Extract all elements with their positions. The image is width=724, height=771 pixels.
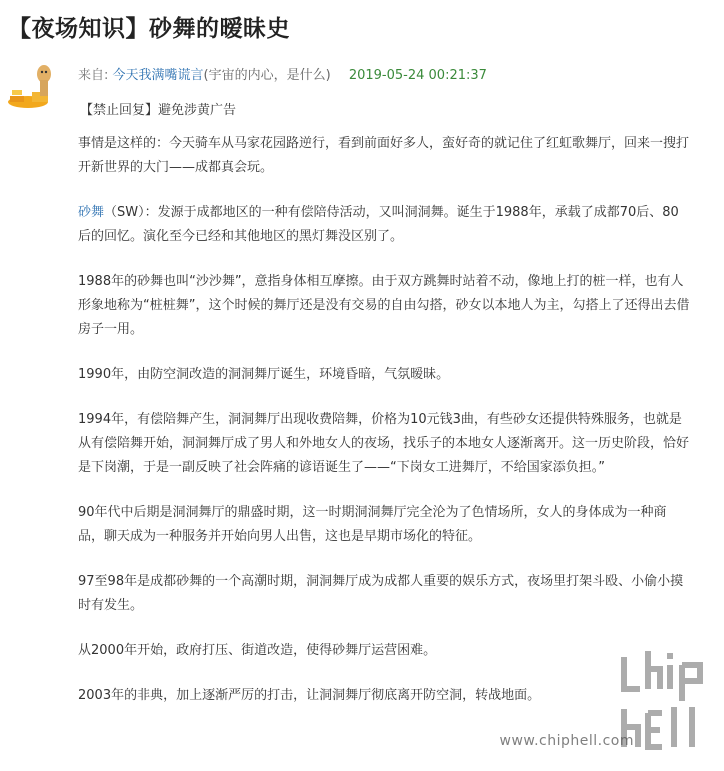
user-avatar[interactable] (6, 60, 56, 110)
paragraph: 1988年的砂舞也叫“沙沙舞”，意指身体相互摩擦。由于双方跳舞时站着不动，像地上打的桩一样，也有人形象地称为“桩桩舞”，这个时候的舞厅还是没有交易的自由勾搭，砂女以本地人为主，勾搭上了还得出去借房子一用。 (78, 274, 690, 337)
author-note: (宇宙的内心，是什么) (203, 68, 331, 83)
post-meta (78, 64, 487, 83)
paragraph: 事情是这样的：今天骑车从马家花园路逆行，看到前面好多人，蛮好奇的就记住了红虹歌舞厅，回来一搜打开新世界的大门——成都真会玩。 (78, 136, 690, 175)
paragraph-text: （SW）：发源于成都地区的一种有偿陪侍活动，又叫洞洞舞。诞生于1988年，承载了成都70后、80后的回忆。演化至今已经和其他地区的黑灯舞没区别了。 (78, 205, 679, 244)
keyword-link[interactable]: 砂舞 (78, 205, 105, 220)
post-content (78, 132, 690, 729)
author-link[interactable]: 今天我满嘴谎言 (112, 68, 204, 83)
page-title: 【夜场知识】砂舞的暧昧史 (8, 16, 290, 42)
post-datetime: 2019-05-24 00:21:37 (348, 68, 487, 83)
paragraph (78, 201, 690, 249)
from-label: 来自: (78, 68, 109, 83)
paragraph: 从2000年开始，政府打压、街道改造，使得砂舞厅运营困难。 (78, 643, 437, 658)
paragraph: 90年代中后期是洞洞舞厅的鼎盛时期，这一时期洞洞舞厅完全沦为了色情场所，女人的身体成为一种商品，聊天成为一种服务并开始向男人出售，这也是早期市场化的特征。 (78, 505, 667, 544)
watermark-url: www.chiphell.com (499, 733, 634, 749)
paragraph: 97至98年是成都砂舞的一个高潮时期，洞洞舞厅成为成都人重要的娱乐方式，夜场里打架斗殴、小偷小摸时有发生。 (78, 574, 684, 613)
paragraph: 1994年，有偿陪舞产生，洞洞舞厅出现收费陪舞，价格为10元钱3曲，有些砂女还提供特殊服务，也就是从有偿陪舞开始，洞洞舞厅成了男人和外地女人的夜场，找乐子的本地女人逐渐离开。这一历史阶段，恰好是下岗潮，于是一副反映了社会阵痛的谚语诞生了——“下岗女工进舞厅，不给国家添负担。” (78, 412, 690, 475)
paragraph: 1990年，由防空洞改造的洞洞舞厅诞生，环境昏暗，气氛暧昧。 (78, 367, 450, 382)
paragraph: 2003年的非典，加上逐渐严厉的打击，让洞洞舞厅彻底离开防空洞，转战地面。 (78, 688, 541, 703)
chiphell-watermark-logo (620, 647, 716, 757)
notice-text: 【禁止回复】避免涉黄广告 (80, 103, 237, 118)
